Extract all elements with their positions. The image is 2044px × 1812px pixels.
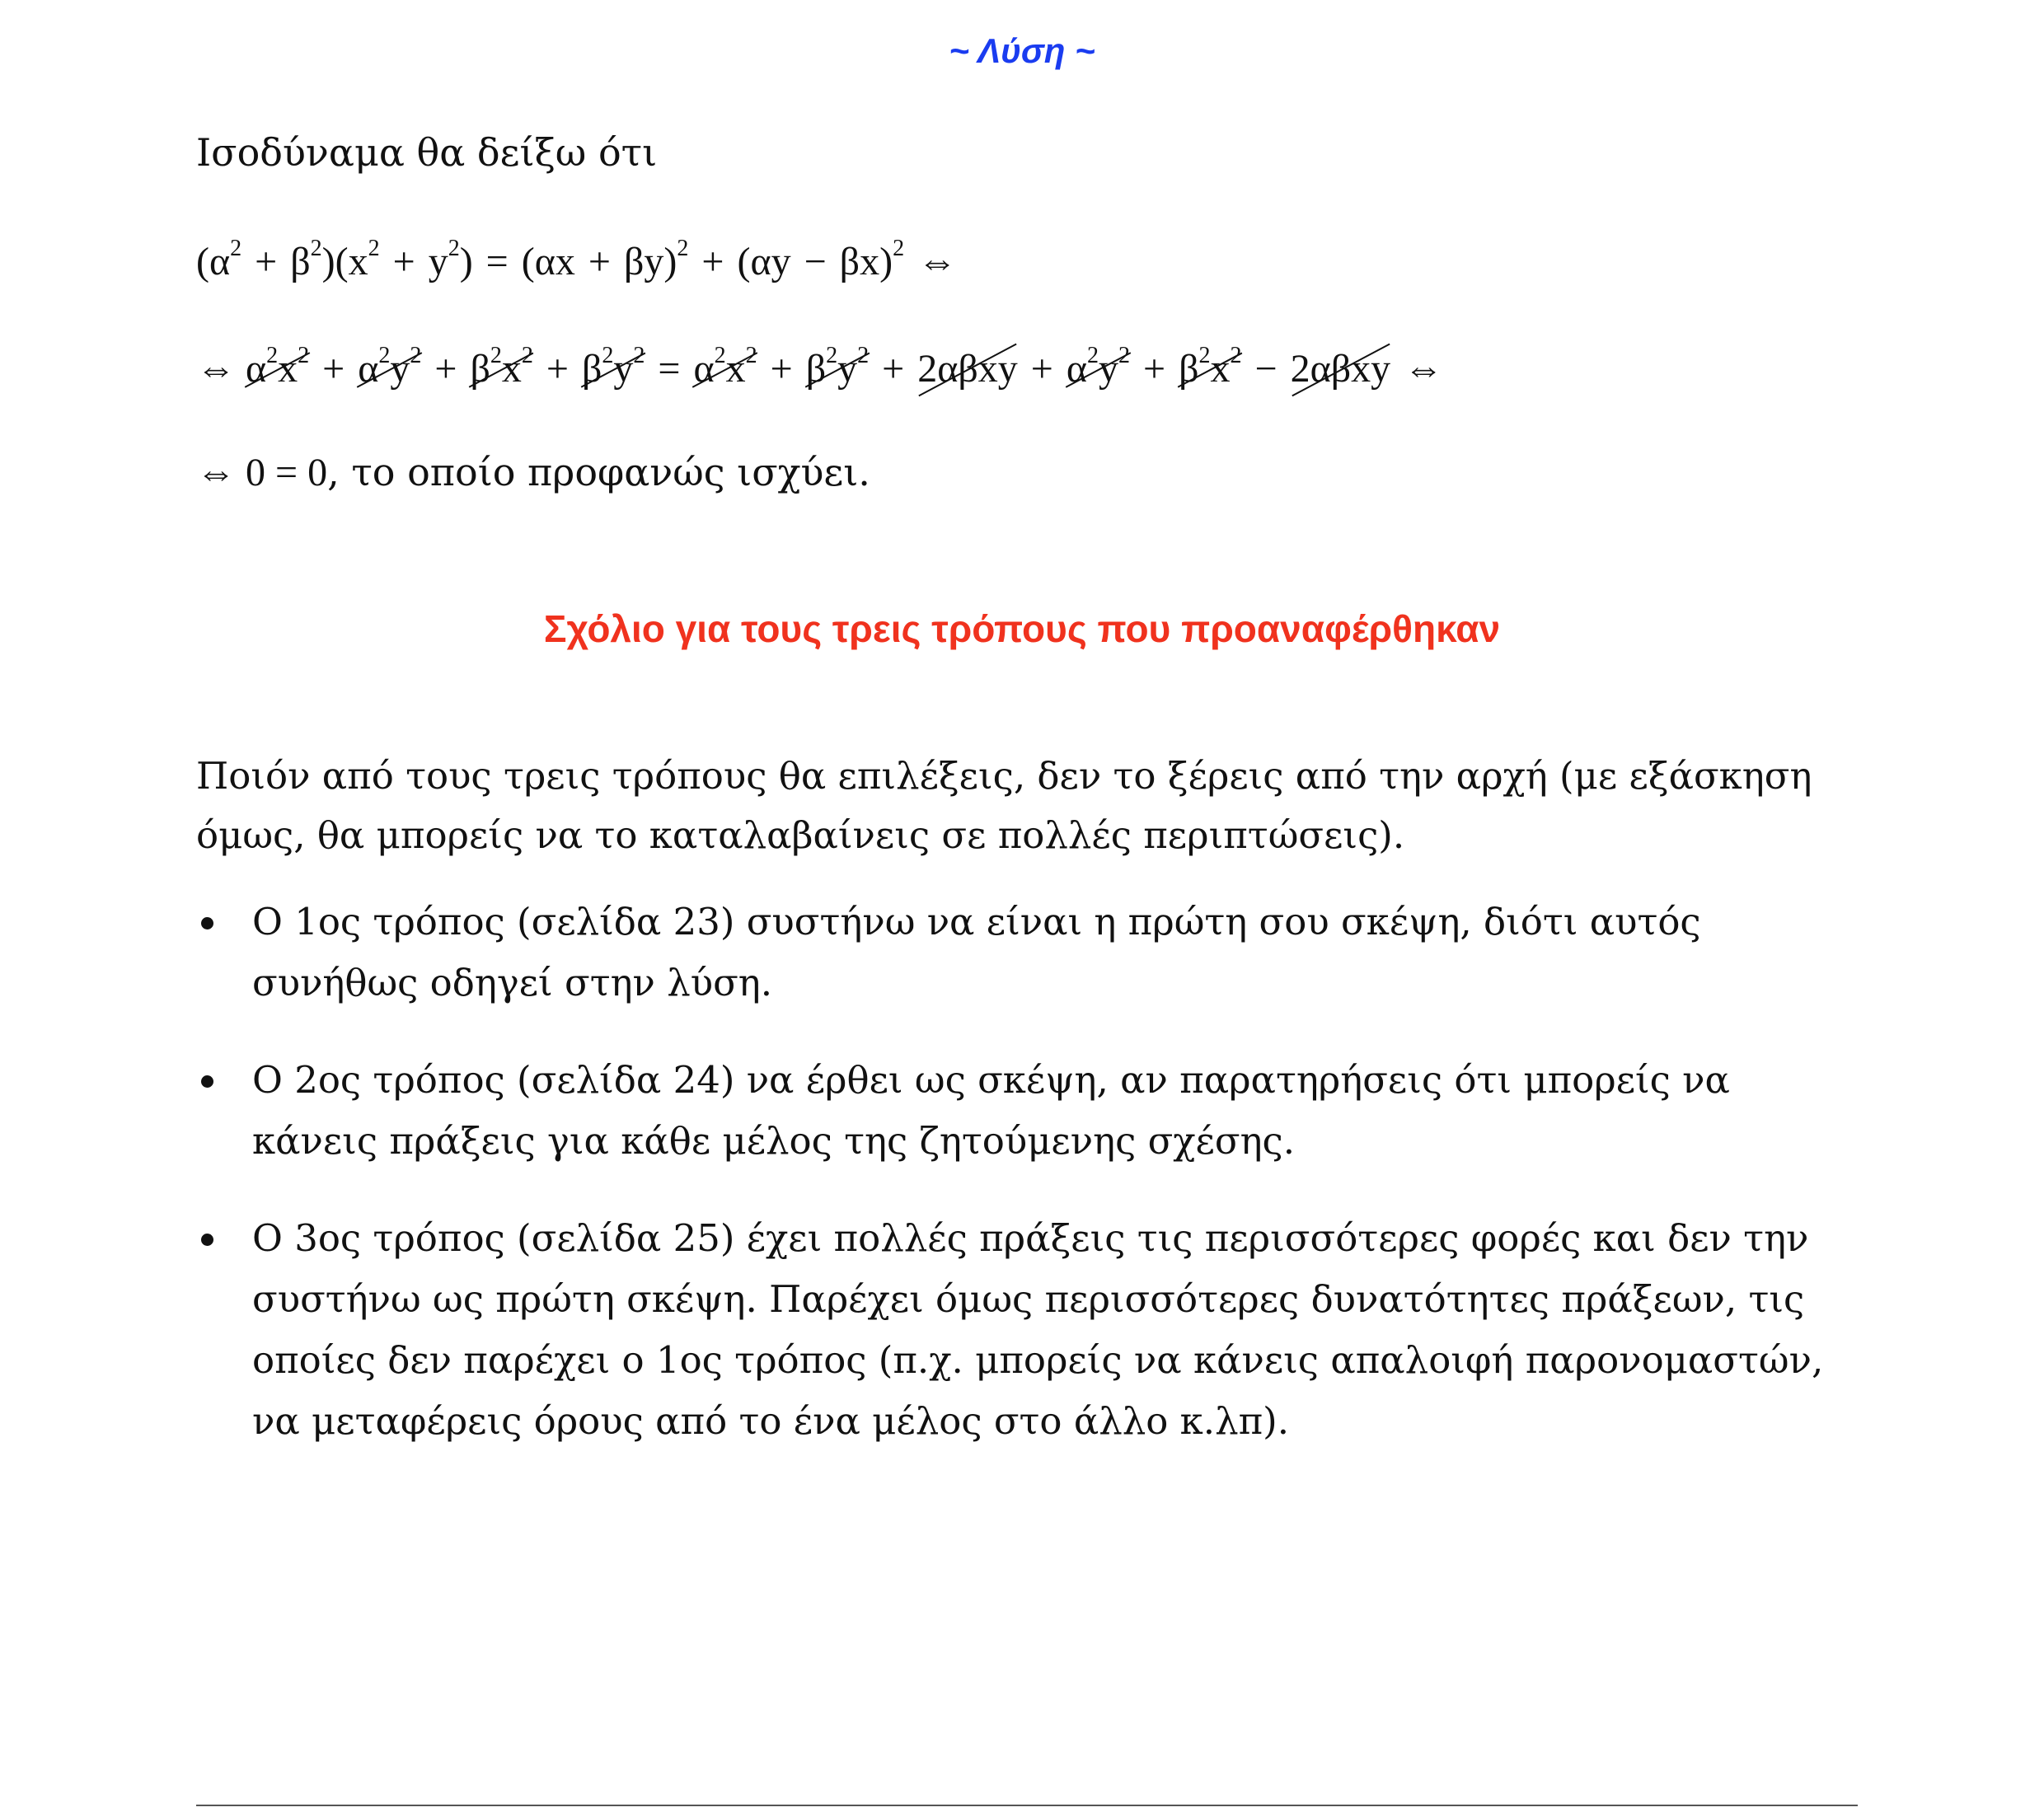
bullet-icon bbox=[201, 917, 213, 929]
cancelled-term: $\alpha^2x^2$ bbox=[693, 343, 757, 391]
conclusion-equation: ⇔ 0 = 0 bbox=[196, 451, 328, 494]
cancelled-term: 2αβxy bbox=[917, 347, 1018, 391]
cancelled-term: $\beta^2x^2$ bbox=[470, 343, 533, 391]
cancelled-term: $\alpha^2x^2$ bbox=[246, 343, 310, 391]
cancelled-term: $\beta^2y^2$ bbox=[805, 343, 870, 391]
footer-divider bbox=[196, 1805, 1858, 1806]
equation-identity: $(\alpha^2 + \beta^2)(x^2 + y^2) = (\alpha x + \beta y)^2 + (\alpha y - \beta x)^2$ ⇔ bbox=[196, 236, 958, 283]
comment-heading: Σχόλιο για τους τρεις τρόπους που προαναφέρθηκαν bbox=[543, 607, 1501, 650]
bullet-text: Ο 3ος τρόπος (σελίδα 25) έχει πολλές πράξεις τις περισσότερες φορές και δεν την συστήνω ως πρώτη σκέψη. Παρέχει όμως περισσότερες δυνατότητες πράξεων, τις οποίες δεν παρέχει ο 1ος τρόπος (π.χ. μπορείς να κάνεις απαλοιφή παρονομαστών, να μεταφέρεις όρους από το ένα μέλος στο άλλο κ.λπ). bbox=[252, 1216, 1824, 1443]
bullet-text: Ο 1ος τρόπος (σελίδα 23) συστήνω να είναι η πρώτη σου σκέψη, διότι αυτός συνήθως οδηγεί στην λύση. bbox=[252, 900, 1701, 1004]
list-item bbox=[196, 1208, 1851, 1452]
cancelled-term: $\beta^2y^2$ bbox=[581, 343, 645, 391]
bullet-icon bbox=[201, 1075, 213, 1088]
list-item bbox=[196, 892, 1851, 1014]
proof-conclusion bbox=[196, 450, 870, 495]
conclusion-text: , το οποίο προφανώς ισχύει. bbox=[327, 450, 870, 494]
cancelled-term: $\beta^2x^2$ bbox=[1179, 343, 1242, 391]
methods-list bbox=[196, 892, 1845, 1488]
cancelled-term: 2αβxy bbox=[1290, 347, 1391, 391]
cancelled-term: $\alpha^2y^2$ bbox=[1066, 343, 1131, 391]
cancelled-term: $\alpha^2y^2$ bbox=[358, 343, 422, 391]
comment-paragraph: Ποιόν από τους τρεις τρόπους θα επιλέξεις, δεν το ξέρεις από την αρχή (με εξάσκηση όμως, θα μπορείς να το καταλαβαίνεις σε πολλές περιπτώσεις). bbox=[196, 754, 1812, 857]
bullet-icon bbox=[201, 1234, 213, 1246]
bullet-text: Ο 2ος τρόπος (σελίδα 24) να έρθει ως σκέψη, αν παρατηρήσεις ότι μπορείς να κάνεις πράξεις για κάθε μέλος της ζητούμενης σχέσης. bbox=[252, 1058, 1730, 1163]
equation-expansion: ⇔ $\alpha^2x^2 + \alpha^2y^2 + \beta^2x^2 + \beta^2y^2 = \alpha^2x^2 + \beta^2y^2 + 2\alpha\beta xy + \alpha^2y^2 + \beta^2x^2 - 2\alpha\beta xy$ ⇔ bbox=[196, 343, 1444, 391]
proof-intro: Ισοδύναμα θα δείξω ότι bbox=[196, 130, 658, 175]
solution-heading: ~ Λύση ~ bbox=[949, 31, 1095, 70]
list-item bbox=[196, 1050, 1851, 1172]
